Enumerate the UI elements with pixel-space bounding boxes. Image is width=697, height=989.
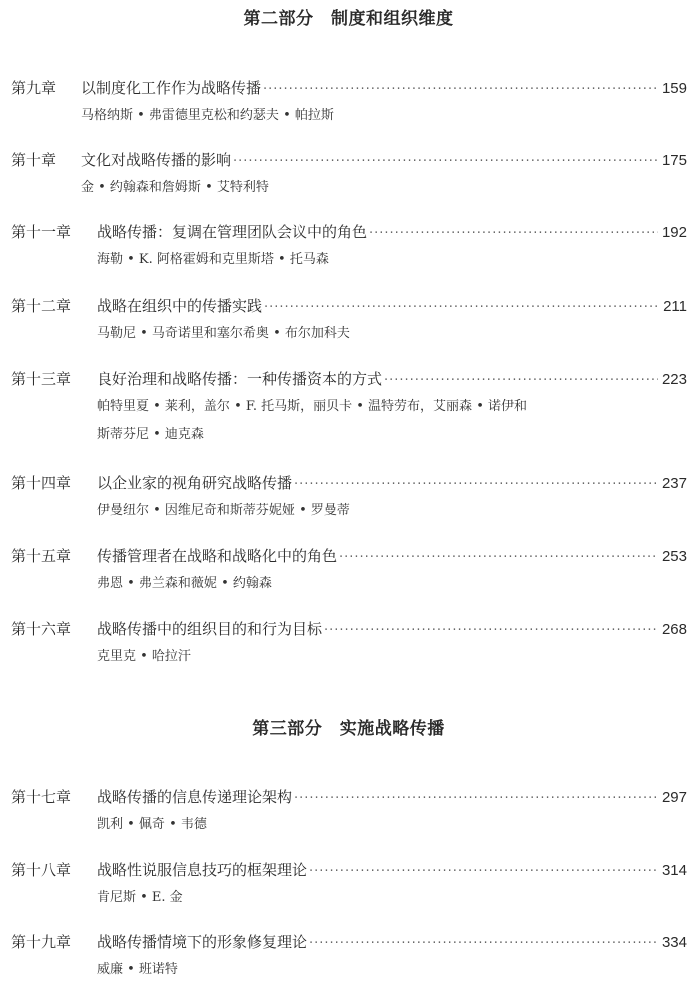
dot-leader bbox=[294, 788, 658, 810]
page-number: 237 bbox=[661, 475, 687, 492]
toc-entry-ch9[interactable] bbox=[11, 77, 687, 130]
chapter-title: 战略传播：复调在管理团队会议中的角色 bbox=[97, 223, 368, 241]
chapter-number: 第十八章 bbox=[11, 861, 72, 879]
toc-entry-ch10[interactable] bbox=[11, 149, 687, 202]
dot-leader bbox=[263, 79, 658, 101]
dot-leader bbox=[309, 933, 658, 955]
page-number: 297 bbox=[661, 789, 687, 806]
chapter-number: 第九章 bbox=[11, 79, 57, 97]
chapter-number: 第十七章 bbox=[11, 788, 72, 806]
page-number: 211 bbox=[663, 298, 687, 315]
chapter-authors: 克里克 • 哈拉汗 bbox=[97, 649, 191, 664]
chapter-title: 文化对战略传播的影响 bbox=[81, 151, 232, 169]
toc-entry-ch18[interactable] bbox=[11, 859, 687, 912]
chapter-title: 战略性说服信息技巧的框架理论 bbox=[97, 861, 308, 879]
chapter-number: 第十五章 bbox=[11, 547, 72, 565]
chapter-number: 第十二章 bbox=[11, 297, 72, 315]
toc-entry-ch19[interactable] bbox=[11, 931, 687, 984]
chapter-number: 第十三章 bbox=[11, 370, 72, 388]
chapter-title: 战略传播中的组织目的和行为目标 bbox=[97, 620, 323, 638]
chapter-title: 战略传播的信息传递理论架构 bbox=[97, 788, 293, 806]
chapter-title: 战略在组织中的传播实践 bbox=[97, 297, 263, 315]
page-number: 253 bbox=[661, 548, 687, 565]
toc-entry-ch14[interactable] bbox=[11, 472, 687, 525]
chapter-authors: 海勒 • K. 阿格霍姆和克里斯塔 • 托马森 bbox=[97, 252, 329, 267]
page-number: 192 bbox=[661, 224, 687, 241]
dot-leader bbox=[264, 297, 659, 319]
chapter-authors: 弗恩 • 弗兰森和薇妮 • 约翰森 bbox=[97, 576, 272, 591]
dot-leader bbox=[384, 370, 658, 392]
chapter-authors: 凯利 • 佩奇 • 韦德 bbox=[97, 817, 207, 832]
chapter-number: 第十四章 bbox=[11, 474, 72, 492]
page-number: 175 bbox=[661, 152, 687, 169]
chapter-number: 第十六章 bbox=[11, 620, 72, 638]
page-number: 334 bbox=[661, 934, 687, 951]
dot-leader bbox=[294, 474, 658, 496]
chapter-number: 第十一章 bbox=[11, 223, 72, 241]
chapter-number: 第十九章 bbox=[11, 933, 72, 951]
chapter-authors-continued: 斯蒂芬尼 • 迪克森 bbox=[97, 427, 204, 442]
chapter-title: 以企业家的视角研究战略传播 bbox=[97, 474, 293, 492]
toc-entry-ch15[interactable] bbox=[11, 545, 687, 598]
page-number: 159 bbox=[661, 80, 687, 97]
dot-leader bbox=[369, 223, 658, 245]
chapter-title: 良好治理和战略传播：一种传播资本的方式 bbox=[97, 370, 383, 388]
part-title: 第二部分 制度和组织维度 bbox=[243, 9, 454, 29]
chapter-authors: 伊曼纽尔 • 因维尼奇和斯蒂芬妮娅 • 罗曼蒂 bbox=[97, 503, 350, 518]
chapter-authors: 金 • 约翰森和詹姆斯 • 艾特利特 bbox=[81, 180, 269, 195]
toc-entry-ch17[interactable] bbox=[11, 786, 687, 839]
dot-leader bbox=[324, 620, 658, 642]
chapter-title: 传播管理者在战略和战略化中的角色 bbox=[97, 547, 338, 565]
dot-leader bbox=[233, 151, 658, 173]
chapter-title: 战略传播情境下的形象修复理论 bbox=[97, 933, 308, 951]
page-number: 314 bbox=[661, 862, 687, 879]
page-number: 268 bbox=[661, 621, 687, 638]
chapter-authors: 马勒尼 • 马奇诺里和塞尔希奥 • 布尔加科夫 bbox=[97, 326, 350, 341]
toc-entry-ch12[interactable] bbox=[11, 295, 687, 348]
chapter-number: 第十章 bbox=[11, 151, 57, 169]
chapter-authors: 帕特里夏 • 莱利，盖尔 • F. 托马斯，丽贝卡 • 温特劳布，艾丽森 • 诺伊和 bbox=[97, 399, 527, 414]
chapter-authors: 肯尼斯 • E. 金 bbox=[97, 890, 183, 905]
toc-entry-ch16[interactable] bbox=[11, 618, 687, 671]
dot-leader bbox=[309, 861, 658, 883]
toc-entry-ch11[interactable] bbox=[11, 221, 687, 274]
chapter-authors: 马格纳斯 • 弗雷德里克松和约瑟夫 • 帕拉斯 bbox=[81, 108, 334, 123]
chapter-title: 以制度化工作作为战略传播 bbox=[81, 79, 262, 97]
toc-entry-ch13[interactable] bbox=[11, 368, 687, 449]
chapter-authors: 威廉 • 班诺特 bbox=[97, 962, 178, 977]
page-number: 223 bbox=[661, 371, 687, 388]
part-title: 第三部分 实施战略传播 bbox=[252, 719, 445, 739]
dot-leader bbox=[339, 547, 658, 569]
